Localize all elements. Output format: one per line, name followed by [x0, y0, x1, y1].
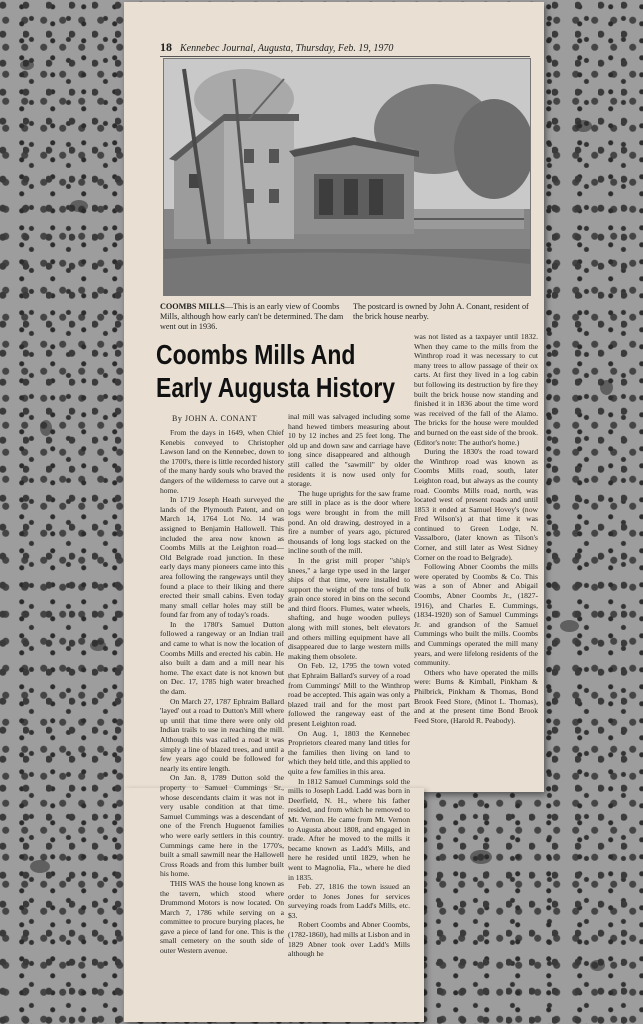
paragraph: The huge uprights for the saw frame are still in place as is the door where logs were brought in from the mill pond. An old drawing, destroyed in a fire a number of years ago, pictured thousands of long logs stacked on the incline south of the mill. — [288, 488, 410, 556]
paragraph: In the grist mill proper "ship's knees," a large type used in the larger ships of that time, were installed to support the weight of the tons of bulk grain once stored in bins on the second and third floors. Flumes, water wheels, shafting, and huge wooden pulleys along with mill stones, belt elevators and others milling equipment have all disappeared due to large western mills making them obsolete. — [288, 555, 410, 661]
paragraph: On Jan. 8, 1789 Dutton sold the property to Samuel Cummings Sr., whose descendants claim it was not in very usable condition at that time. Samuel Cummings was a descendant of one of the French Huguenot families who were early settlers in this country. Cummings came here in the 1770's, built a small sawmill near the Hallowell Cross Roads and from this lumber built his home. — [160, 773, 284, 879]
masthead — [160, 40, 530, 57]
paragraph: On Feb. 12, 1795 the town voted that Ephraim Ballard's survey of a road from Cummings' Mill to the Winthrop road be accepted. This again was only a blazed trail and for the most part followed the rangeway east of the present Leighton road. — [288, 661, 410, 728]
paragraph: During the 1830's the road toward the Winthrop road was known as Coombs Mills road, south, later Leighton road, but always as the county road. Coombs Mills road, north, was located west of present roads and until 1853 it ended at Samuel Hovey's (now Fred Wilson's) at that time it was continued to Green Lodge, N. Vassalboro, (later known as Tilson's Corner, and still later as West Sidney Corner on the road to Belgrade). — [414, 447, 538, 562]
paragraph: In 1812 Samuel Cummings sold the mills to Joseph Ladd. Ladd was born in Deerfield, N. H., where his father resided, and from which he removed to Mt. Vernon. He came from Mt. Vernon to Augusta about 1808, and engaged in trade. After he moved to the mills it became known as Ladd's Mills, and here he resided until 1829, when he went to Magnolia, Fla., where he died in 1835. — [288, 776, 410, 882]
mill-buildings-photo — [163, 58, 531, 296]
granite-speck — [560, 620, 579, 632]
paragraph: On Aug. 1, 1803 the Kennebec Proprietors cleared many land titles for the families then living on land to which they held title, and this applied to quite a few families in this area. — [288, 728, 410, 776]
photo-caption-right — [353, 302, 531, 322]
paragraph: Robert Coombs and Abner Coombs, (1782-1860), had mills at Lisbon and in 1829 Abner took over Ladd's Mills although he — [288, 920, 410, 959]
granite-speck — [70, 200, 88, 212]
granite-speck — [470, 850, 492, 864]
granite-speck — [575, 120, 592, 132]
byline: By JOHN A. CONANT — [172, 414, 257, 423]
granite-speck — [90, 640, 106, 651]
paragraph: Others who have operated the mills were: Burns & Kimball, Pinkham & Philbrick, Pinkham & Thomas, Bond Brook Feed Store, (Minot L. Thomas), and at the present time Bond Brook Feed Store, (Harold R. Peabody). — [414, 667, 538, 725]
headline-line-2: Early Augusta History — [156, 372, 396, 403]
caption-right-text: The postcard is owned by John A. Conant, resident of the brick house nearby. — [353, 302, 529, 321]
paragraph: From the days in 1649, when Chief Kenebis conveyed to Christopher Lawson land on the Kennebec, down to the 1700's, there is little recorded history of the many hardy souls who braved the dangers of the wilderness to carve out a home. — [160, 428, 284, 495]
headline-line-1: Coombs Mills And — [156, 339, 356, 370]
paragraph: Following Abner Coombs the mills were operated by Coombs & Co. This was a son of Abner and Abigail Coombs, Abner Coombs Jr., (1827-1916), and Charles E. Cummings, (1834-1920) son of Samuel Cummings Jr. and grandson of the Samuel Cummings who built the mills. Coombs and Cummings operated the mill many years, and were lifelong residents of the community. — [414, 562, 538, 668]
article-column-2 — [288, 412, 410, 1018]
mill-photo-icon — [164, 59, 530, 295]
granite-speck — [20, 60, 34, 70]
granite-speck — [30, 860, 50, 873]
paragraph: inal mill was salvaged including some hand hewed timbers measuring about 10 by 12 inches and 25 feet long. The old up and down saw and carriage have long since disappeared and although still called the "sawmill" by older residents it is now used only for storage. — [288, 412, 410, 489]
paragraph: was not listed as a taxpayer until 1832. When they came to the mills from the Winthrop road it was necessary to cut many trees to allow passage of their ox carts. At first they lived in a log cabin but following its destruction by fire they built the brick house now standing and finished it in 1836 about the time word was received of the fall of the Alamo. The bricks for the house were moulded and burned on the east side of the brook. (Editor's note: The author's home.) — [414, 332, 538, 447]
caption-lead: COOMBS MILLS — [160, 302, 225, 311]
masthead-text: Kennebec Journal, Augusta, Thursday, Feb. 19, 1970 — [180, 43, 394, 54]
paragraph: Feb. 27, 1816 the town issued an order to Jones Jones for services surveying roads from Ladd's Mills, etc. $3. — [288, 882, 410, 920]
article-column-3 — [414, 332, 538, 784]
page-number: 18 — [160, 40, 172, 54]
granite-speck — [590, 960, 605, 971]
photo-caption-left — [160, 302, 345, 332]
article-column-1 — [160, 428, 284, 1018]
granite-speck — [40, 420, 52, 436]
article-headline — [156, 338, 396, 404]
paragraph: On March 27, 1787 Ephraim Ballard 'layed' out a road to Dutton's Mill where up until that time there were only old Indian trails to use in reaching the mill. Although this was called a road it was simply a line of blazed trees, and until a few years ago could be followed for nearly its entire length. — [160, 696, 284, 773]
paragraph: In the 1780's Samuel Dutton followed a rangeway or an Indian trail and came to what is now the location of Coombs Mills and erected his cabin. He also built a dam and a mill near his home. The exact date is not known but on Dec. 17, 1785 high water breached the dam. — [160, 619, 284, 697]
paragraph: THIS WAS the house long known as the tavern, which stood where Drummond Motors is now located. On March 7, 1786 while serving on a committee to procure burying places, he gave a piece of land for one. This is the small cemetery on the south side of outer Western avenue. — [160, 878, 284, 956]
paragraph: In 1719 Joseph Heath surveyed the lands of the Plymouth Patent, and on March 14, 1764 Lot No. 14 was assigned to Benjamin Hallowell. This included the area now known as Coombs Mills at the Leighton road—Old Belgrade road junction. In these early days many pioneers came into this area following the rangeways until they found a place to their liking and there erected their small cabins. Even today many small cellar holes may still be found far from any of today's roads. — [160, 495, 284, 620]
granite-speck — [600, 380, 613, 395]
caption-text: —This is an early view of Coombs Mills, although how early can't be determined. The dam went out in 1936. — [160, 302, 344, 331]
